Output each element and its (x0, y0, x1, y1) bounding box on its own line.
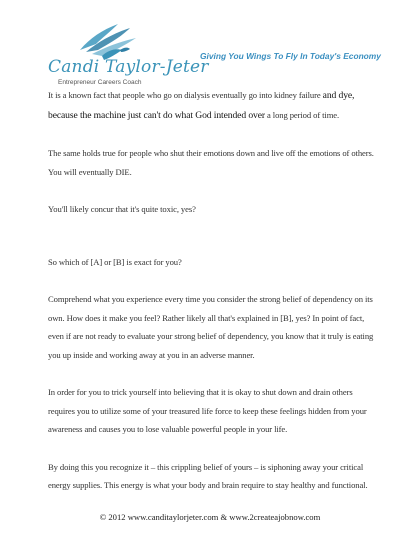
page-header (0, 0, 420, 92)
paragraph-shut-down: In order for you to trick yourself into believing that it is okay to shut down and drain others requires you to utilize some of your treasured life force to keep these feelings hidden from your awareness and causes you to lose valuable powerful people in your life. (48, 387, 367, 434)
paragraph-toxic: You'll likely concur that it's quite toxic, yes? (48, 204, 196, 214)
article-body (48, 86, 380, 514)
paragraph-dialysis-emphasis: and dye, because the machine just can't do what God intended over (48, 90, 355, 121)
paragraph-dialysis-start: It is a known fact that people who go on dialysis eventually go into kidney failure (48, 90, 323, 100)
header-tagline: Giving You Wings To Fly In Today's Economy (200, 51, 381, 61)
page-footer: © 2012 www.canditaylorjeter.com & www.2createajobnow.com (99, 512, 321, 522)
paragraph-emotions: The same holds true for people who shut their emotions down and live off the emotions of others. You will eventually DIE. (48, 148, 374, 177)
logo-name: Candi Taylor-Jeter (48, 57, 209, 77)
logo-subtitle: Entrepreneur Careers Coach (58, 79, 142, 86)
paragraph-dialysis-end: a long period of time. (264, 109, 340, 120)
paragraph-dialysis (48, 86, 380, 125)
paragraph-question: So which of [A] or [B] is exact for you? (48, 256, 182, 267)
paragraph-dependency: Comprehend what you experience every time you consider the strong belief of dependency on its own. How does it make you feel? Rather likely all that's explained in [B], yes? In point of fact, even if are not ready to evaluate your strong belief of dependency, you know that it truly is eating you up inside and working away at you in an adverse manner. (48, 294, 374, 360)
paragraph-energy: By doing this you recognize it – this crippling belief of yours – is siphoning away your critical energy supplies. This energy is what your body and brain require to stay healthy and functional. (48, 461, 368, 490)
